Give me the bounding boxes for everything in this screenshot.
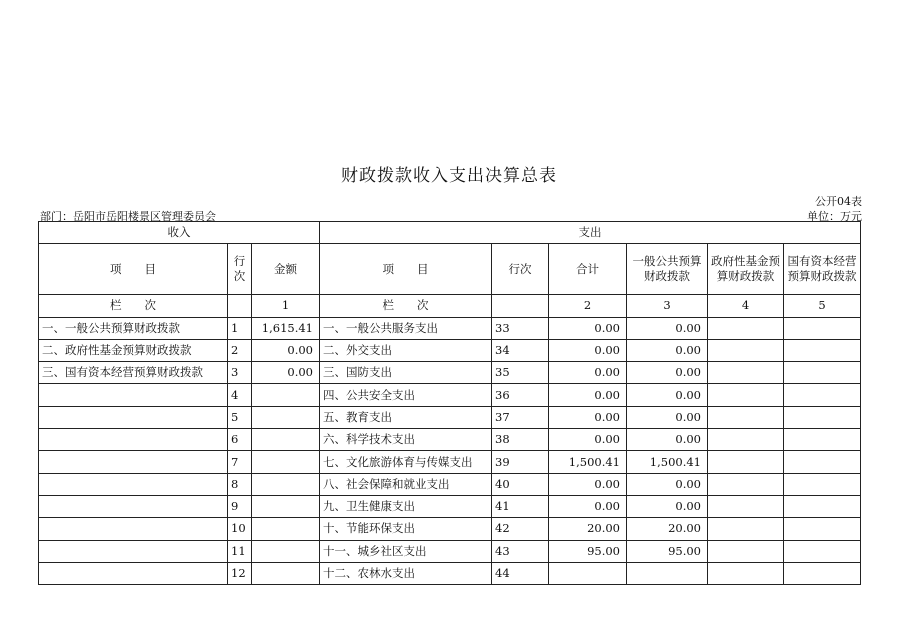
income-row-no: 11 <box>228 540 252 562</box>
gov-fund-amount <box>708 451 784 473</box>
income-amount: 0.00 <box>252 362 320 384</box>
income-row-no: 3 <box>228 362 252 384</box>
state-capital-amount <box>784 429 861 451</box>
table-row <box>39 406 861 428</box>
state-capital-amount <box>784 540 861 562</box>
income-row-no: 4 <box>228 384 252 406</box>
income-row-no: 6 <box>228 429 252 451</box>
column-index-2: 2 <box>549 295 627 317</box>
state-capital-amount <box>784 317 861 339</box>
expense-total: 0.00 <box>549 429 627 451</box>
table-row <box>39 451 861 473</box>
expense-row-no: 38 <box>492 429 549 451</box>
income-item: 一、一般公共预算财政拨款 <box>39 317 228 339</box>
column-index-row <box>39 295 861 317</box>
general-budget-amount: 0.00 <box>627 406 708 428</box>
gov-fund-amount <box>708 562 784 584</box>
income-amount <box>252 406 320 428</box>
income-amount <box>252 451 320 473</box>
expense-row-no: 35 <box>492 362 549 384</box>
income-row-no: 12 <box>228 562 252 584</box>
income-amount: 0.00 <box>252 339 320 361</box>
income-amount <box>252 429 320 451</box>
general-budget-amount: 0.00 <box>627 384 708 406</box>
state-capital-amount <box>784 473 861 495</box>
state-capital-amount <box>784 495 861 517</box>
gov-fund-amount <box>708 362 784 384</box>
income-amount <box>252 473 320 495</box>
expense-item: 九、卫生健康支出 <box>320 495 492 517</box>
expense-total: 0.00 <box>549 362 627 384</box>
expense-total: 0.00 <box>549 473 627 495</box>
expense-total: 0.00 <box>549 495 627 517</box>
report-title: 财政拨款收入支出决算总表 <box>341 166 557 186</box>
expense-total: 0.00 <box>549 339 627 361</box>
income-row-no: 7 <box>228 451 252 473</box>
column-index-1: 1 <box>252 295 320 317</box>
gov-fund-amount <box>708 473 784 495</box>
table-row <box>39 429 861 451</box>
expense-row-no: 43 <box>492 540 549 562</box>
income-item <box>39 540 228 562</box>
expense-row-no: 34 <box>492 339 549 361</box>
column-index-4: 4 <box>708 295 784 317</box>
income-item: 三、国有资本经营预算财政拨款 <box>39 362 228 384</box>
column-label-expense: 栏 次 <box>320 295 492 317</box>
general-budget-amount: 1,500.41 <box>627 451 708 473</box>
form-number: 公开04表 <box>815 195 862 208</box>
income-row-no: 8 <box>228 473 252 495</box>
general-budget-amount: 0.00 <box>627 473 708 495</box>
state-capital-amount <box>784 562 861 584</box>
expense-total: 1,500.41 <box>549 451 627 473</box>
header-row-sections <box>39 222 861 244</box>
expense-total: 0.00 <box>549 317 627 339</box>
expense-row-no: 33 <box>492 317 549 339</box>
income-item <box>39 429 228 451</box>
gov-fund-amount <box>708 518 784 540</box>
expense-total: 20.00 <box>549 518 627 540</box>
general-budget-amount: 95.00 <box>627 540 708 562</box>
column-index-3: 3 <box>627 295 708 317</box>
column-index-blank <box>492 295 549 317</box>
general-budget-amount: 0.00 <box>627 339 708 361</box>
income-amount <box>252 540 320 562</box>
income-row-no: 5 <box>228 406 252 428</box>
income-row-no: 9 <box>228 495 252 517</box>
income-amount <box>252 495 320 517</box>
expense-total: 0.00 <box>549 406 627 428</box>
state-capital-amount <box>784 518 861 540</box>
general-budget-amount: 0.00 <box>627 362 708 384</box>
expense-item: 一、一般公共服务支出 <box>320 317 492 339</box>
expense-item: 七、文化旅游体育与传媒支出 <box>320 451 492 473</box>
state-capital-amount <box>784 362 861 384</box>
state-capital-header: 国有资本经营预算财政拨款 <box>784 244 861 295</box>
gov-fund-amount <box>708 540 784 562</box>
expense-row-no: 36 <box>492 384 549 406</box>
expense-row-no: 44 <box>492 562 549 584</box>
income-section-header: 收入 <box>39 222 320 244</box>
general-budget-amount: 0.00 <box>627 429 708 451</box>
state-capital-amount <box>784 384 861 406</box>
expense-total: 95.00 <box>549 540 627 562</box>
income-item <box>39 384 228 406</box>
table-row <box>39 317 861 339</box>
unit-label: 单位：万元 <box>807 210 862 223</box>
table-row <box>39 339 861 361</box>
expense-total: 0.00 <box>549 384 627 406</box>
income-row-no-header: 行次 <box>228 244 252 295</box>
general-budget-amount: 20.00 <box>627 518 708 540</box>
expense-item-header: 项 目 <box>320 244 492 295</box>
table-row <box>39 495 861 517</box>
income-item <box>39 562 228 584</box>
income-item <box>39 518 228 540</box>
income-row-no: 1 <box>228 317 252 339</box>
budget-summary-table <box>38 221 861 585</box>
column-index-blank <box>228 295 252 317</box>
expense-row-no-header: 行次 <box>492 244 549 295</box>
income-row-no: 10 <box>228 518 252 540</box>
column-label-income: 栏 次 <box>39 295 228 317</box>
department-label: 部门：岳阳市岳阳楼景区管理委员会 <box>40 210 216 223</box>
table-row <box>39 362 861 384</box>
income-amount: 1,615.41 <box>252 317 320 339</box>
header-row-columns <box>39 244 861 295</box>
income-item <box>39 451 228 473</box>
state-capital-amount <box>784 406 861 428</box>
expense-row-no: 41 <box>492 495 549 517</box>
income-item-header: 项 目 <box>39 244 228 295</box>
expense-item: 十一、城乡社区支出 <box>320 540 492 562</box>
expense-item: 四、公共安全支出 <box>320 384 492 406</box>
gov-fund-amount <box>708 429 784 451</box>
general-budget-header: 一般公共预算财政拨款 <box>627 244 708 295</box>
state-capital-amount <box>784 339 861 361</box>
expense-section-header: 支出 <box>320 222 861 244</box>
gov-fund-amount <box>708 384 784 406</box>
gov-fund-amount <box>708 339 784 361</box>
table-row <box>39 473 861 495</box>
expense-item: 二、外交支出 <box>320 339 492 361</box>
income-amount <box>252 562 320 584</box>
general-budget-amount: 0.00 <box>627 495 708 517</box>
expense-item: 三、国防支出 <box>320 362 492 384</box>
income-item <box>39 406 228 428</box>
total-header: 合计 <box>549 244 627 295</box>
income-item: 二、政府性基金预算财政拨款 <box>39 339 228 361</box>
table-row <box>39 518 861 540</box>
amount-header: 金额 <box>252 244 320 295</box>
expense-row-no: 37 <box>492 406 549 428</box>
gov-fund-amount <box>708 495 784 517</box>
gov-fund-amount <box>708 317 784 339</box>
column-index-5: 5 <box>784 295 861 317</box>
gov-fund-header: 政府性基金预算财政拨款 <box>708 244 784 295</box>
table-row <box>39 540 861 562</box>
income-item <box>39 495 228 517</box>
general-budget-amount: 0.00 <box>627 317 708 339</box>
income-item <box>39 473 228 495</box>
expense-item: 六、科学技术支出 <box>320 429 492 451</box>
income-amount <box>252 384 320 406</box>
state-capital-amount <box>784 451 861 473</box>
expense-row-no: 39 <box>492 451 549 473</box>
expense-total <box>549 562 627 584</box>
expense-row-no: 40 <box>492 473 549 495</box>
general-budget-amount <box>627 562 708 584</box>
table-row <box>39 384 861 406</box>
table-row <box>39 562 861 584</box>
gov-fund-amount <box>708 406 784 428</box>
expense-item: 八、社会保障和就业支出 <box>320 473 492 495</box>
expense-item: 五、教育支出 <box>320 406 492 428</box>
expense-item: 十二、农林水支出 <box>320 562 492 584</box>
income-amount <box>252 518 320 540</box>
income-row-no: 2 <box>228 339 252 361</box>
expense-row-no: 42 <box>492 518 549 540</box>
expense-item: 十、节能环保支出 <box>320 518 492 540</box>
